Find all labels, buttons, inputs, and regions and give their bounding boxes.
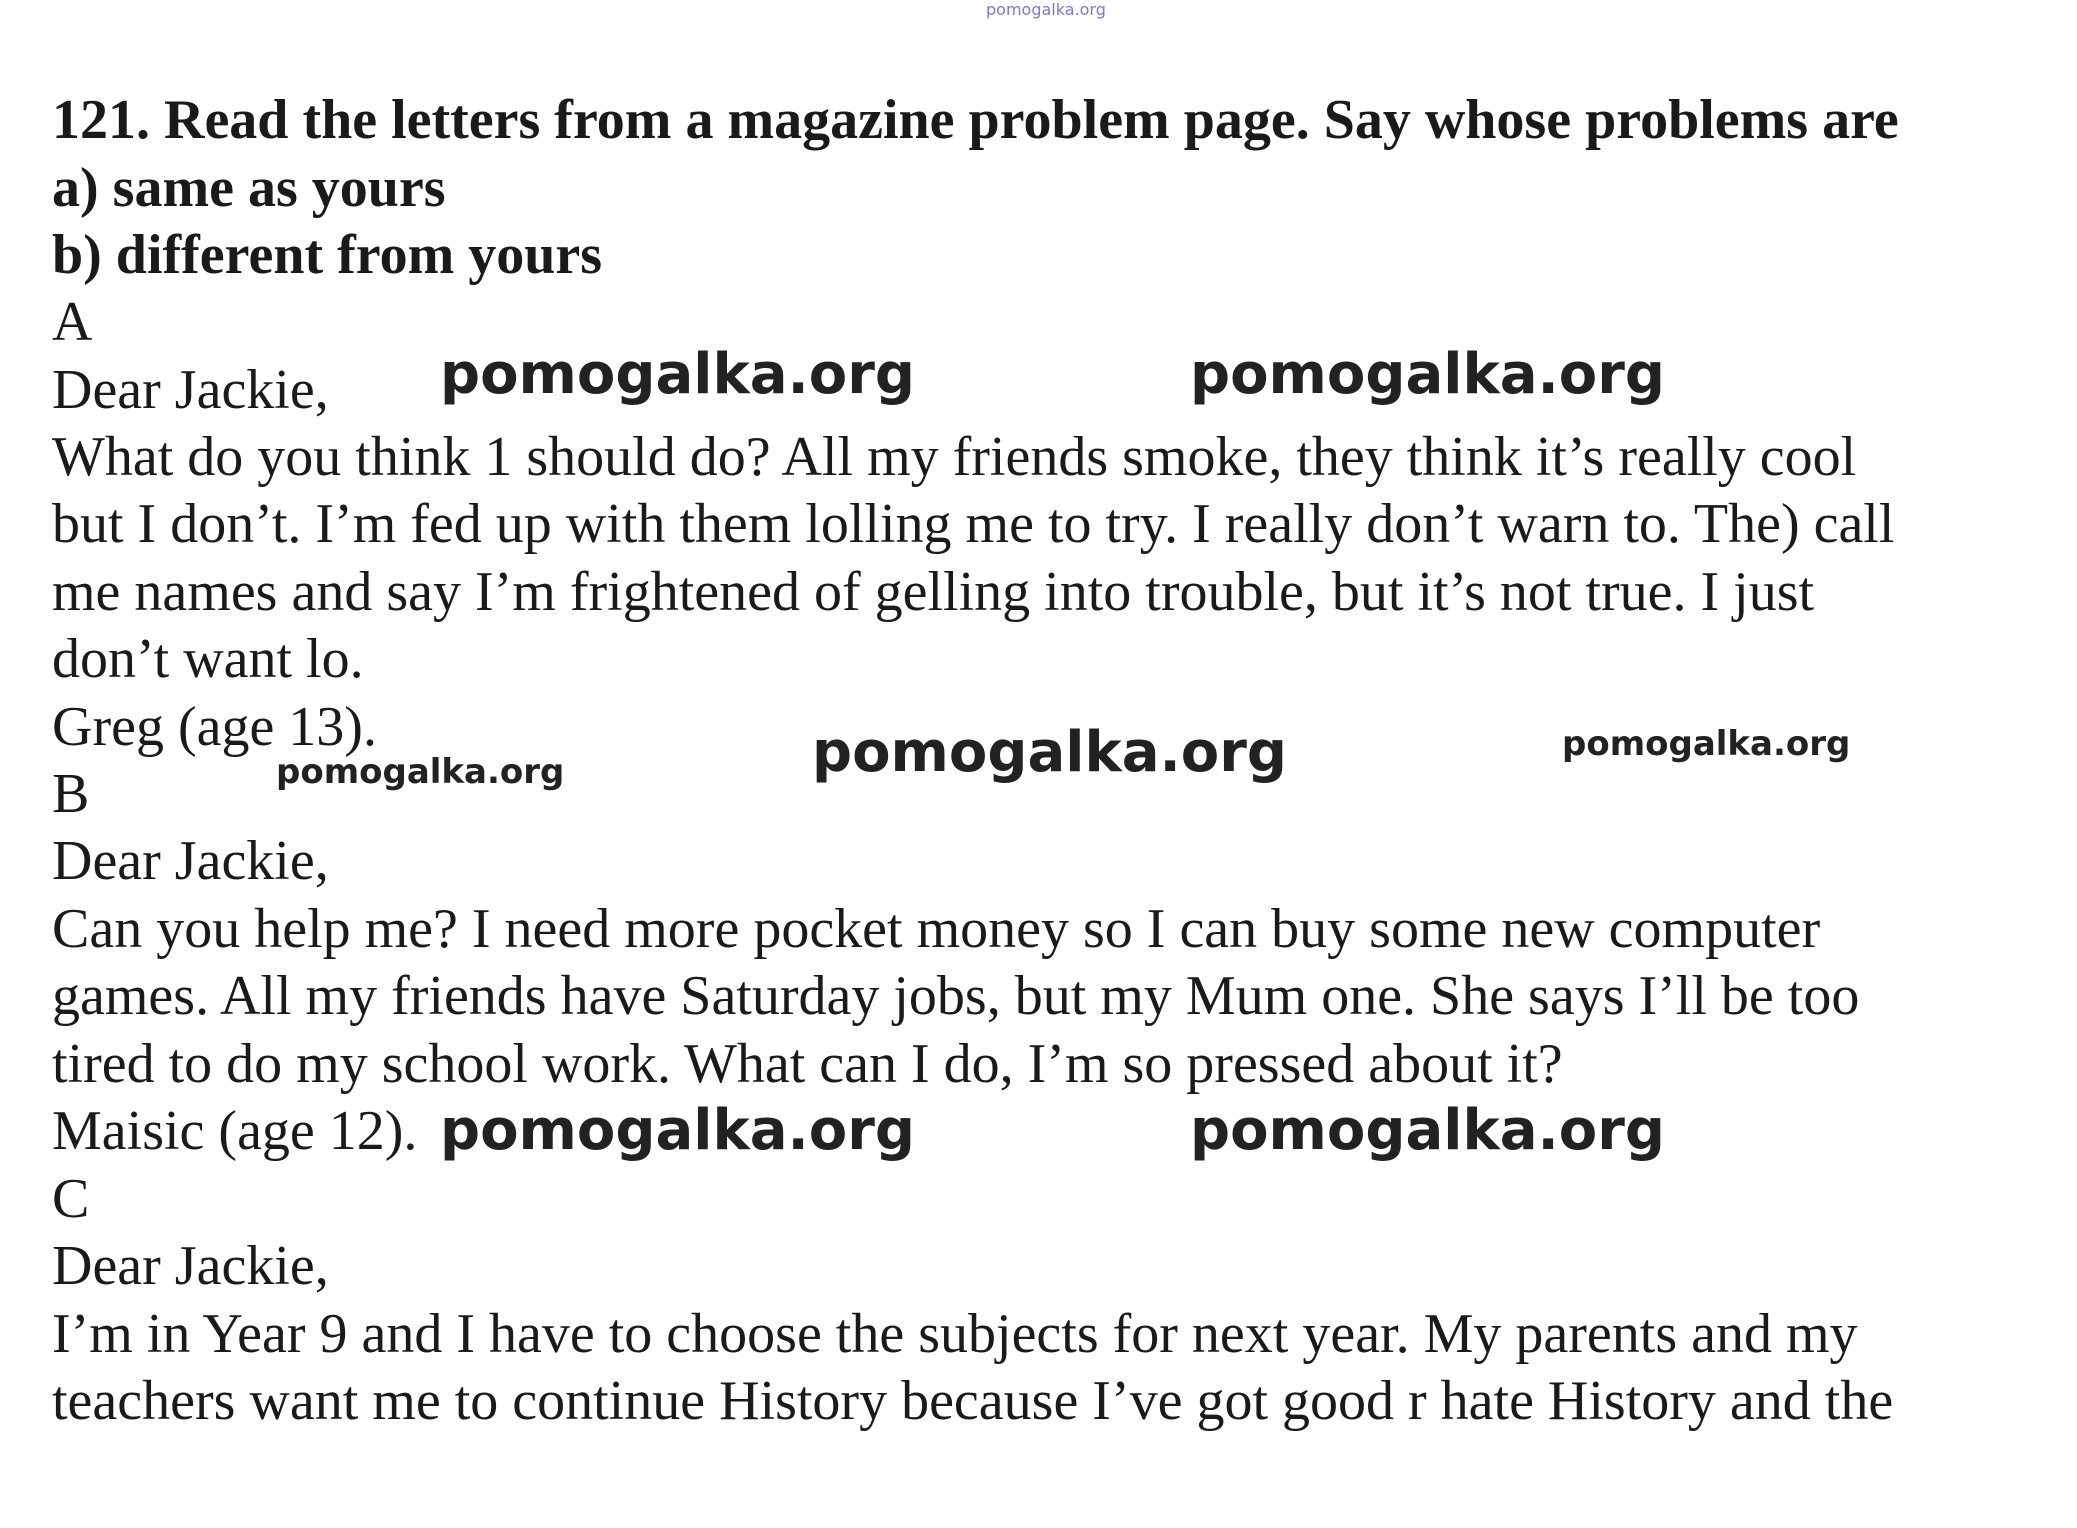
- watermark: pomogalka.org: [1190, 342, 1665, 407]
- watermark: pomogalka.org: [440, 342, 915, 407]
- letter-a-greeting: Dear Jackie,: [52, 359, 329, 421]
- letter-b-line-1: Can you help me? I need more pocket money so I can buy some new computer: [52, 898, 1821, 960]
- letter-a-line-3: me names and say I’m frightened of gelling into trouble, but it’s not true. I just: [52, 561, 1815, 623]
- letter-c-line-2: teachers want me to continue History because I’ve got good r hate History and the: [52, 1370, 1894, 1432]
- letter-c-label: C: [52, 1168, 90, 1230]
- letter-a-line-4: don’t want lo.: [52, 628, 364, 690]
- watermark: pomogalka.org: [440, 1098, 915, 1163]
- watermark: pomogalka.org: [276, 752, 565, 792]
- task-option-b: b) different from yours: [52, 224, 603, 286]
- watermark: pomogalka.org: [1562, 724, 1851, 764]
- watermark: pomogalka.org: [1190, 1098, 1665, 1163]
- letter-a-label: A: [52, 291, 93, 353]
- letter-c-greeting: Dear Jackie,: [52, 1235, 329, 1297]
- letter-b-line-3: tired to do my school work. What can I do, I’m so pressed about it?: [52, 1033, 1563, 1095]
- letter-b-greeting: Dear Jackie,: [52, 830, 329, 892]
- task-option-a: a) same as yours: [52, 157, 446, 219]
- letter-a-signature: Greg (age 13).: [52, 696, 377, 758]
- letter-b-signature: Maisic (age 12).: [52, 1100, 418, 1162]
- letter-a-line-2: but I don’t. I’m fed up with them lolling me to try. I really don’t warn to. The) call: [52, 493, 1895, 555]
- letter-a-line-1: What do you think 1 should do? All my friends smoke, they think it’s really cool: [52, 426, 1857, 488]
- letter-c-line-1: I’m in Year 9 and I have to choose the subjects for next year. My parents and my: [52, 1303, 1858, 1365]
- watermark: pomogalka.org: [812, 720, 1287, 785]
- letter-b-label: B: [52, 763, 90, 825]
- top-watermark: pomogalka.org: [986, 0, 1106, 19]
- task-title: 121. Read the letters from a magazine problem page. Say whose problems are: [52, 89, 1899, 151]
- letter-b-line-2: games. All my friends have Saturday jobs, but my Mum one. She says I’ll be too: [52, 965, 1860, 1027]
